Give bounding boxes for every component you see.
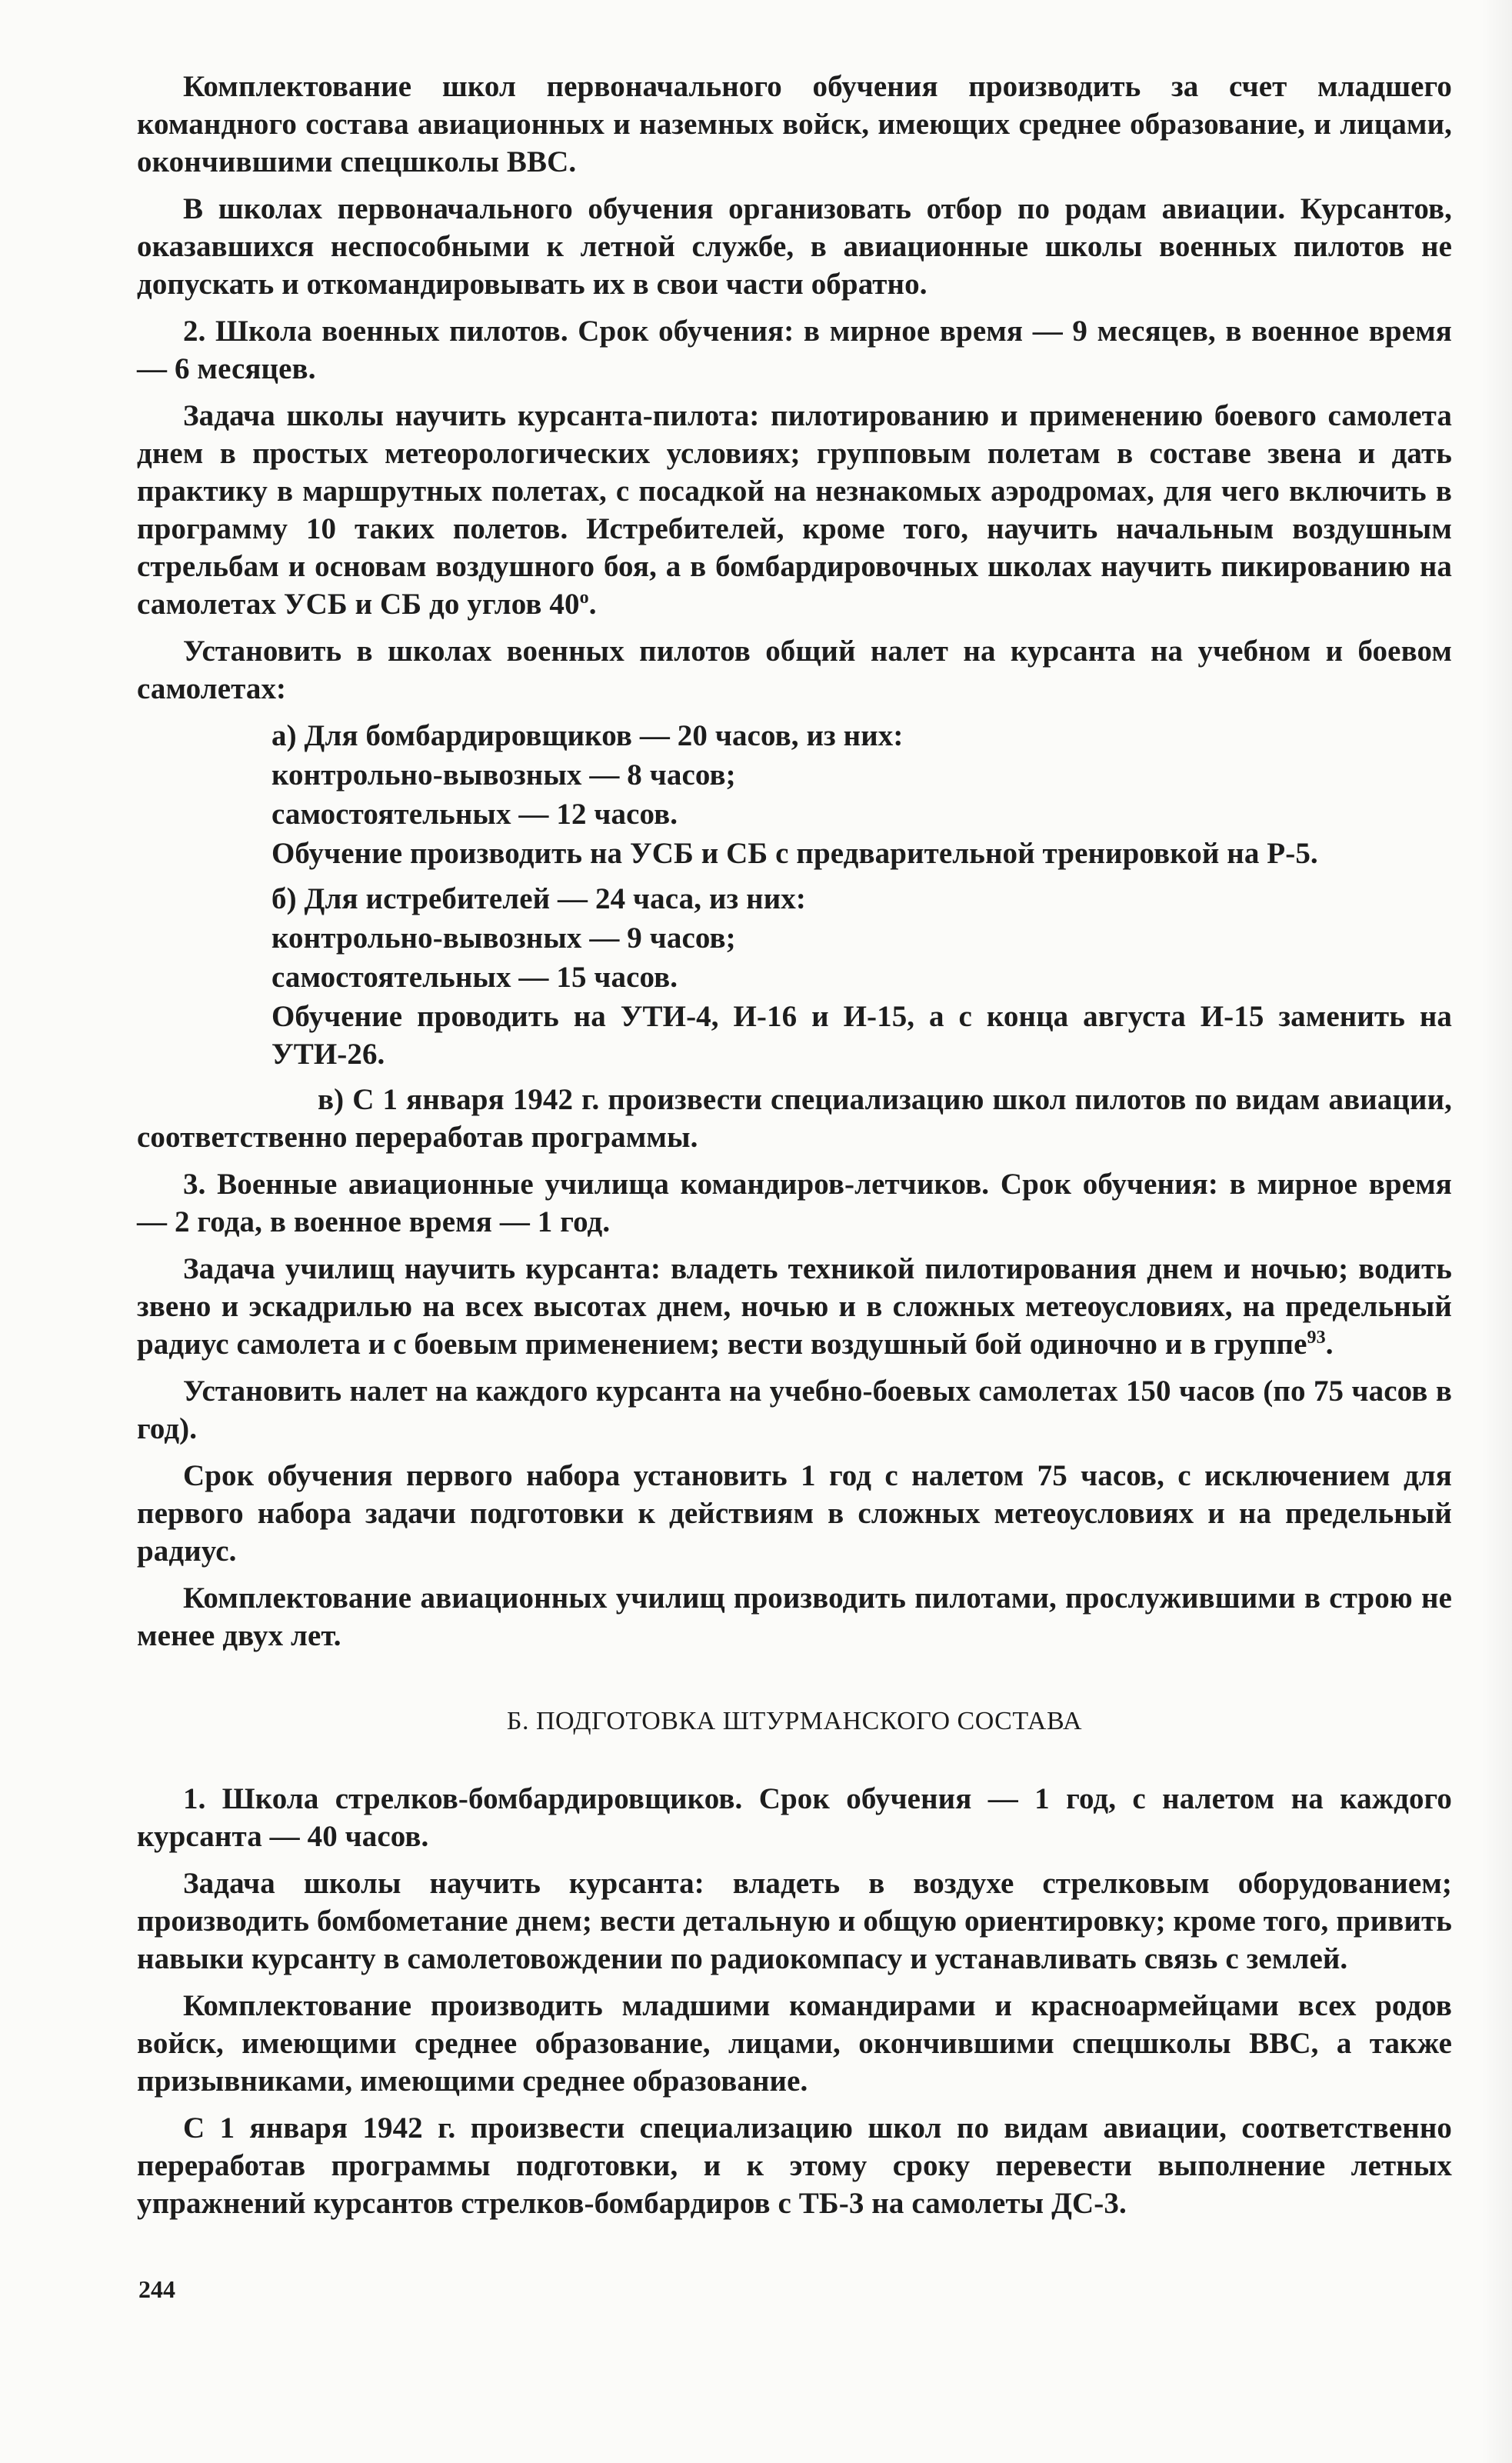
paragraph: 2. Школа военных пилотов. Срок обучения: в мирное время — 9 месяцев, в военное время — 6 месяцев.	[137, 315, 1452, 385]
list-item: а) Для бомбардировщиков — 20 часов, из них:	[271, 719, 904, 752]
list-item-note: Обучение проводить на УТИ-4, И-16 и И-15, а с конца августа И-15 заменить на УТИ-26.	[271, 1000, 1452, 1071]
paragraph: С 1 января 1942 г. произвести специализацию школ по видам авиации, соответственно переработав программы подготовки, и к этому сроку перевести выполнение летных упражнений курсантов стрелков-бомбардиров с ТБ-3 на самолеты ДС-3.	[137, 2111, 1452, 2220]
degree-superscript: о	[579, 588, 589, 608]
paragraph: Задача училищ научить курсанта: владеть техникой пилотирования днем и ночью; водить звено и эскадрилью на всех высотах днем, ночью и в сложных метеоусловиях, на предельный радиус самолета и с боевым применением; вести воздушный бой одиночно и в группе$^{93}$.	[137, 1252, 1452, 1361]
paragraph: 1. Школа стрелков-бомбардировщиков. Срок обучения — 1 год, с налетом на каждого курсанта — 40 часов.	[137, 1782, 1452, 1853]
list-item-note: Обучение производить на УСБ и СБ с предварительной тренировкой на Р-5.	[271, 837, 1318, 870]
paragraph: Установить налет на каждого курсанта на учебно-боевых самолетах 150 часов (по 75 часов в год).	[137, 1375, 1452, 1445]
paragraph: Комплектование авиационных училищ производить пилотами, прослужившими в строю не менее двух лет.	[137, 1581, 1452, 1652]
list-item: в) С 1 января 1942 г. произвести специализацию школ пилотов по видам авиации, соответственно переработав программы.	[137, 1083, 1452, 1154]
page-number: 244	[138, 2275, 175, 2303]
page-edge-shadow	[1481, 0, 1512, 2463]
list-item: самостоятельных — 15 часов.	[271, 961, 678, 994]
paragraph: Установить в школах военных пилотов общий налет на курсанта на учебном и боевом самолетах:	[137, 635, 1452, 705]
section-heading: Б. ПОДГОТОВКА ШТУРМАНСКОГО СОСТАВА	[506, 1707, 1083, 1735]
footnote-marker: 93	[1307, 1328, 1326, 1348]
paragraph: Задача школы научить курсанта-пилота: пилотированию и применению боевого самолета днем в простых метеорологических условиях; групповым полетам в составе звена и дать практику в маршрутных полетах, с посадкой на незнакомых аэродромах, для чего включить в программу 10 таких полетов. Истребителей, кроме того, научить начальным воздушным стрельбам и основам воздушного боя, а в бомбардировочных школах научить пикированию на самолетах УСБ и СБ до углов $40^о$.	[137, 399, 1452, 621]
paragraph: 3. Военные авиационные училища командиров-летчиков. Срок обучения: в мирное время — 2 года, в военное время — 1 год.	[137, 1168, 1452, 1238]
paragraph: В школах первоначального обучения организовать отбор по родам авиации. Курсантов, оказавшихся неспособными к летной службе, в авиационные школы военных пилотов не допускать и откомандировывать их в свои части обратно.	[137, 192, 1452, 301]
list-item: самостоятельных — 12 часов.	[271, 798, 678, 831]
paragraph-text: Задача училищ научить курсанта: владеть техникой пилотирования днем и ночью; водить звено и эскадрилью на всех высотах днем, ночью и в сложных метеоусловиях, на предельный радиус самолета и с боевым применением; вести воздушный бой одиночно и в группе	[137, 1252, 1452, 1361]
paragraph: Задача школы научить курсанта: владеть в воздухе стрелковым оборудованием; производить бомбометание днем; вести детальную и общую ориентировку; кроме того, привить навыки курсанту в самолетовождении по радиокомпасу и устанавливать связь с землей.	[137, 1867, 1452, 1975]
list-item: контрольно-вывозных — 8 часов;	[271, 758, 736, 792]
paragraph: Срок обучения первого набора установить 1 год с налетом 75 часов, с исключением для первого набора задачи подготовки к действиям в сложных метеоусловиях и на предельный радиус.	[137, 1459, 1452, 1568]
paragraph-text: Задача школы научить курсанта-пилота: пилотированию и применению боевого самолета днем в простых метеорологических условиях; групповым полетам в составе звена и дать практику в маршрутных полетах, с посадкой на незнакомых аэродромах, для чего включить в программу 10 таких полетов. Истребителей, кроме того, научить начальным воздушным стрельбам и основам воздушного боя, а в бомбардировочных школах научить пикированию на самолетах УСБ и СБ до углов 40	[137, 399, 1452, 621]
list-item: б) Для истребителей — 24 часа, из них:	[271, 882, 806, 915]
body-text	[137, 68, 1452, 2231]
list-item: контрольно-вывозных — 9 часов;	[271, 922, 736, 955]
paragraph: Комплектование производить младшими командирами и красноармейцами всех родов войск, имеющими среднее образование, лицами, окончившими спецшколы ВВС, а также призывниками, имеющими среднее образование.	[137, 1989, 1452, 2098]
paragraph: Комплектование школ первоначального обучения производить за счет младшего командного состава авиационных и наземных войск, имеющих среднее образование, и лицами, окончившими спецшколы ВВС.	[137, 70, 1452, 178]
